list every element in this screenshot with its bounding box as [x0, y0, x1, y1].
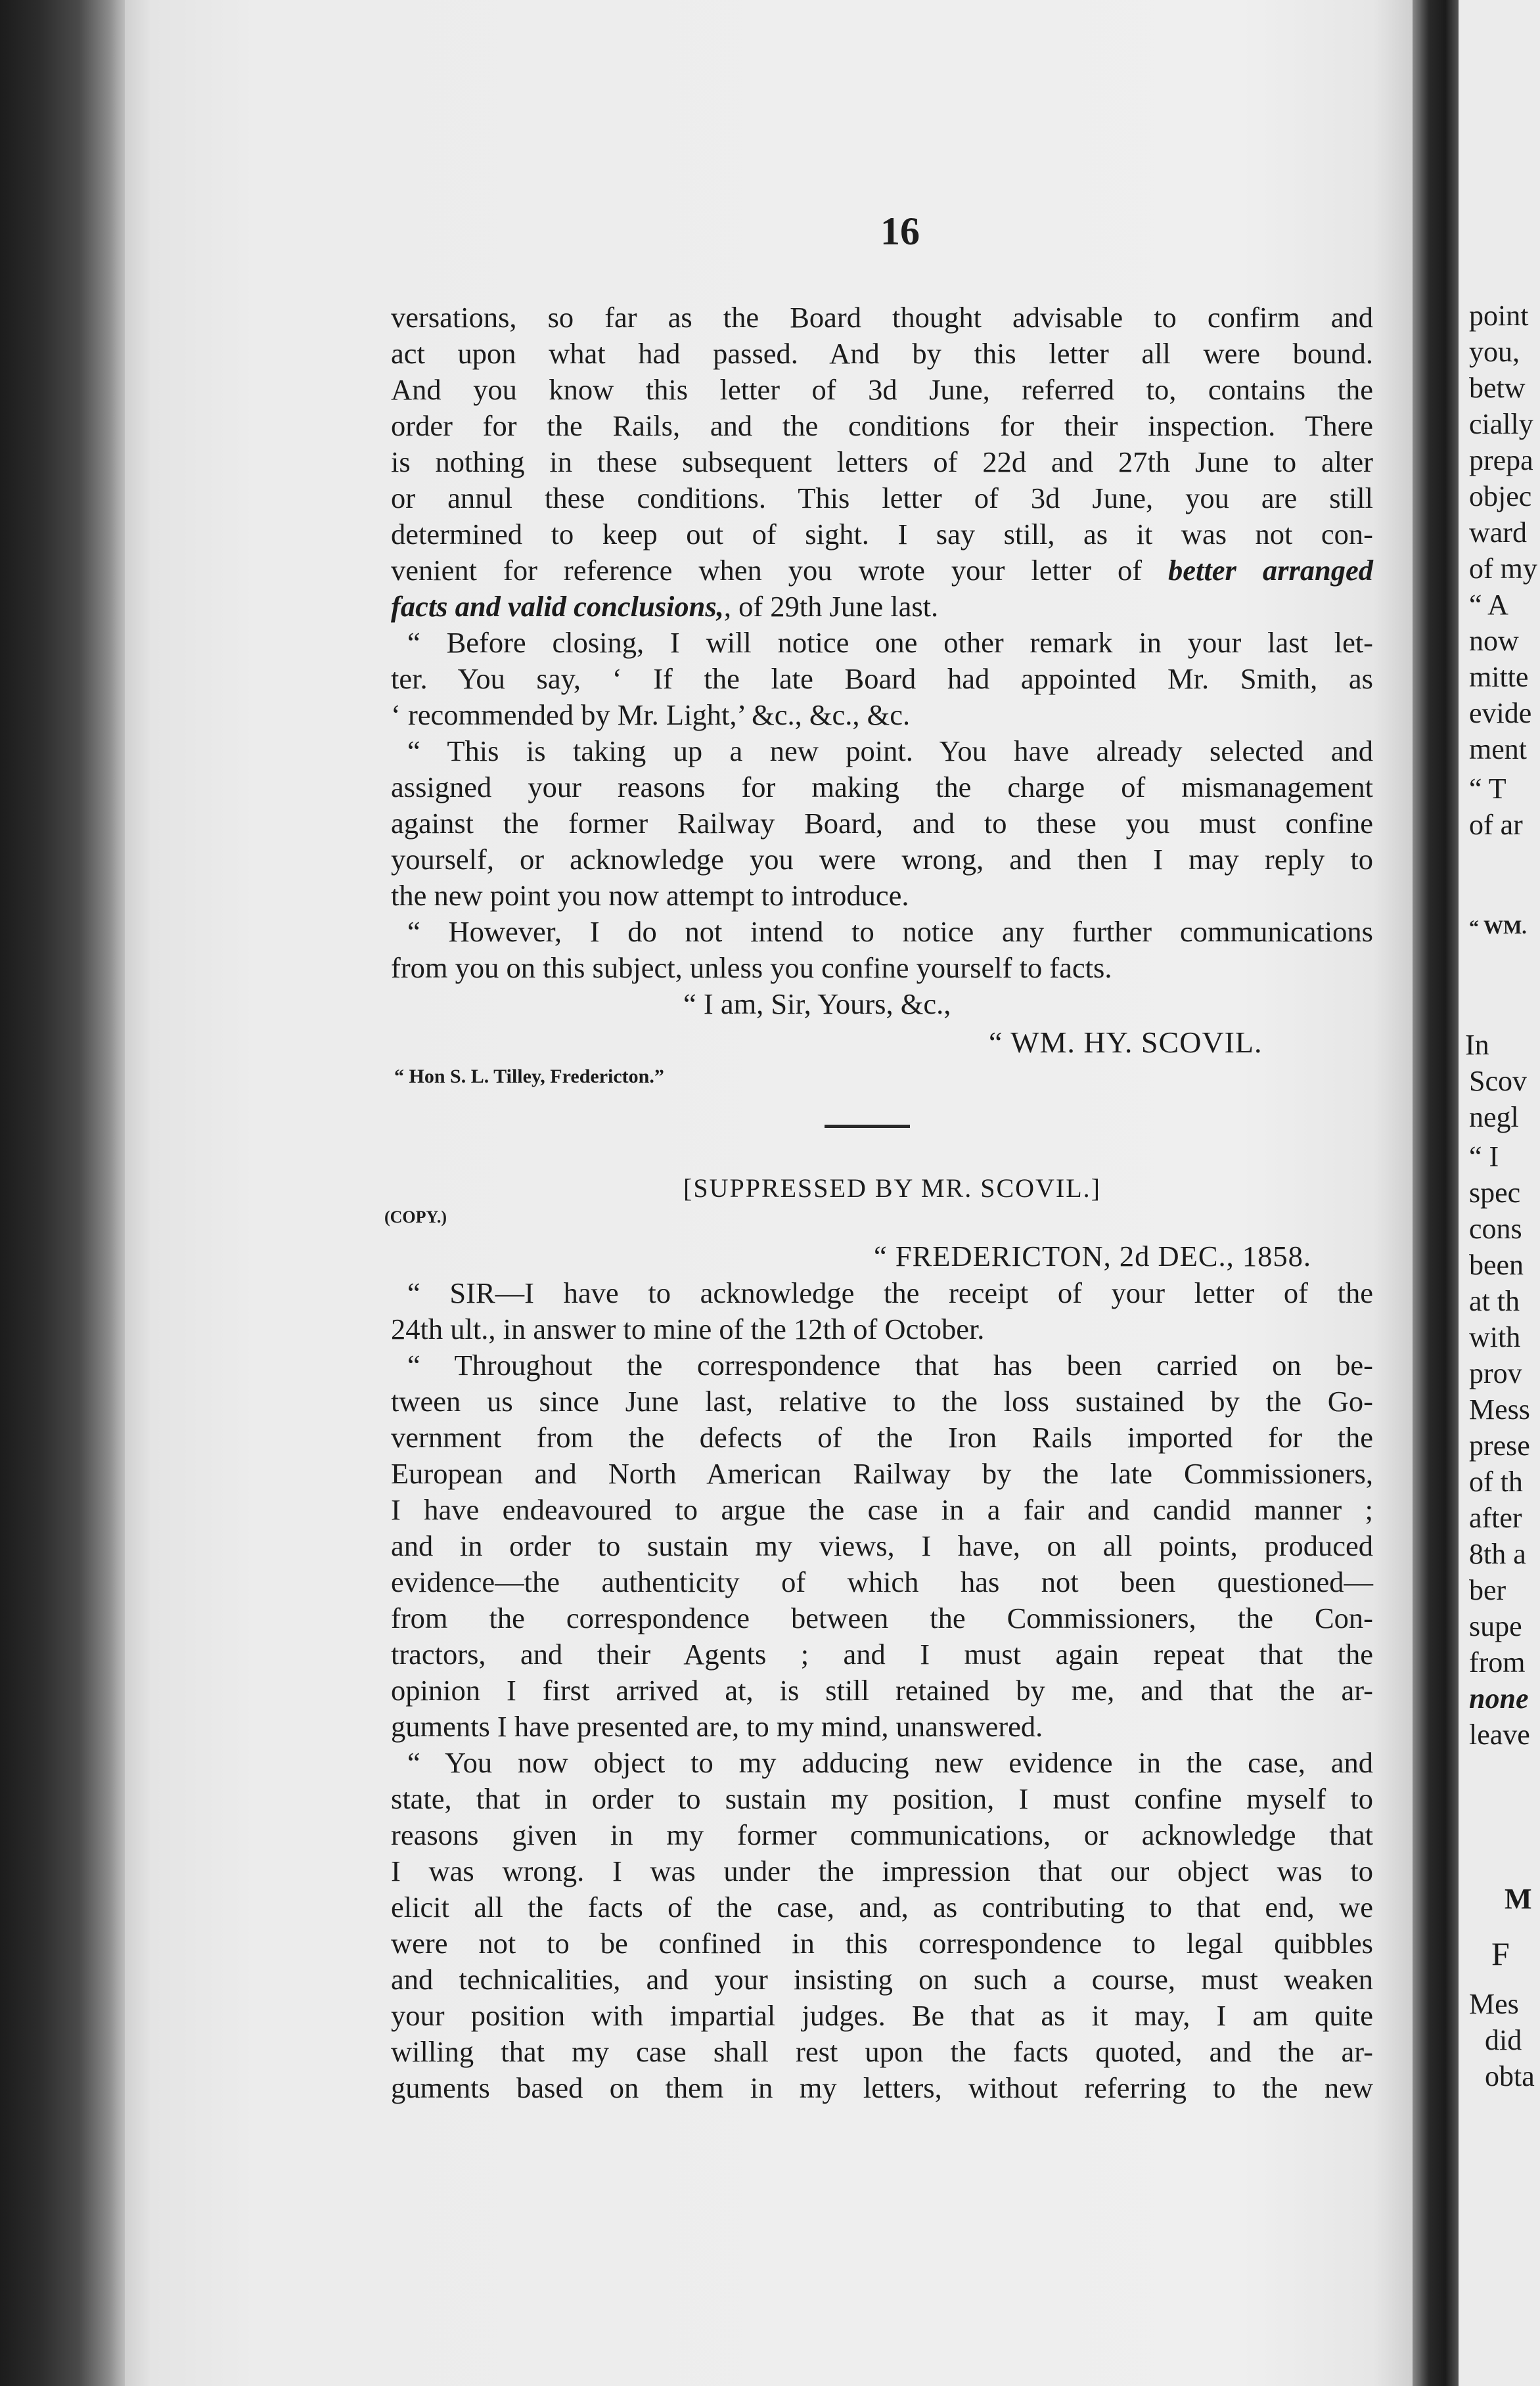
text-line: willing that my case shall rest upon the facts quoted, and the ar- [391, 2035, 1373, 2068]
text-fragment: , of 29th June last. [723, 590, 939, 623]
facing-text: “ T [1469, 773, 1506, 805]
facing-text: Scov [1469, 1065, 1527, 1097]
text-line: and in order to sustain my views, I have, on all points, produced [391, 1529, 1373, 1562]
text-line: European and North American Railway by the late Commissioners, [391, 1457, 1373, 1490]
facing-text: supe [1469, 1610, 1522, 1642]
facing-text: of ar [1469, 809, 1523, 841]
facing-text: ment [1469, 733, 1527, 765]
emphasis-text: better arranged [1168, 554, 1374, 587]
text-line: guments based on them in my letters, without referring to the new [391, 2071, 1373, 2104]
text-line: the new point you now attempt to introduce. [391, 879, 909, 912]
facing-page-fragment [1459, 0, 1540, 2386]
text-line: order for the Rails, and the conditions for their inspection. There [391, 409, 1373, 442]
facing-text: Mess [1469, 1393, 1530, 1426]
text-line: “ You now object to my adducing new evidence in the case, and [407, 1746, 1373, 1779]
text-line: elicit all the facts of the case, and, as contributing to that end, we [391, 1891, 1373, 1924]
text-line: And you know this letter of 3d June, referred to, contains the [391, 373, 1373, 406]
text-line: “ Throughout the correspondence that has been carried on be- [407, 1349, 1373, 1382]
text-line: from the correspondence between the Commissioners, the Con- [391, 1602, 1373, 1634]
facing-text: after [1469, 1502, 1522, 1534]
facing-text: obta [1485, 2060, 1535, 2092]
text-line: from you on this subject, unless you confine yourself to facts. [391, 951, 1112, 984]
facing-text: betw [1469, 372, 1526, 404]
facing-text: “ I [1469, 1140, 1499, 1173]
facing-text: In [1465, 1029, 1489, 1061]
facing-text: 8th a [1469, 1538, 1526, 1570]
letter-signature: “ WM. HY. SCOVIL. [989, 1025, 1263, 1059]
text-line: evidence—the authenticity of which has not been questioned— [391, 1565, 1373, 1598]
text-line: yourself, or acknowledge you were wrong, and then I may reply to [391, 843, 1373, 876]
facing-text: cons [1469, 1213, 1522, 1245]
facing-text: “ A [1469, 589, 1508, 621]
text-line: versations, so far as the Board thought advisable to confirm and [391, 301, 1373, 334]
facing-text: point [1469, 300, 1529, 332]
facing-text: objec [1469, 480, 1532, 512]
facing-text: with [1469, 1321, 1521, 1353]
text-line: I was wrong. I was under the impression that our object was to [391, 1855, 1373, 1887]
text-line: reasons given in my former communications, or acknowledge that [391, 1818, 1373, 1851]
text-line-with-emphasis [391, 552, 1373, 589]
facing-text: you, [1469, 336, 1520, 368]
text-line: and technicalities, and your insisting on such a course, must weaken [391, 1963, 1373, 1996]
facing-text: of th [1469, 1466, 1523, 1498]
text-line: determined to keep out of sight. I say still, as it was not con- [391, 518, 1373, 551]
text-line: “ This is taking up a new point. You have already selected and [407, 734, 1373, 767]
facing-text: now [1469, 625, 1519, 657]
text-line: ter. You say, ‘ If the late Board had appointed Mr. Smith, as [391, 662, 1373, 695]
facing-text: none [1469, 1682, 1529, 1715]
facing-text: negl [1469, 1101, 1519, 1133]
page-number: 16 [880, 210, 920, 253]
text-line: assigned your reasons for making the charge of mismanagement [391, 771, 1373, 803]
suppressed-heading: [SUPPRESSED BY MR. SCOVIL.] [683, 1173, 1101, 1203]
text-line: tween us since June last, relative to the loss sustained by the Go- [391, 1385, 1373, 1418]
text-line: or annul these conditions. This letter of 3d June, you are still [391, 482, 1373, 514]
facing-text: “ WM. [1469, 916, 1527, 938]
facing-text: mitte [1469, 661, 1529, 693]
facing-text: ward [1469, 516, 1527, 549]
facing-text: leave [1469, 1719, 1530, 1751]
letter-closing: “ I am, Sir, Yours, &c., [683, 987, 951, 1020]
text-line: act upon what had passed. And by this letter all were bound. [391, 337, 1373, 370]
letter-dateline: “ FREDERICTON, 2d DEC., 1858. [874, 1240, 1312, 1272]
text-line: is nothing in these subsequent letters of 22d and 27th June to alter [391, 445, 1373, 478]
text-line: I have endeavoured to argue the case in a fair and candid manner ; [391, 1493, 1373, 1526]
facing-text: at th [1469, 1285, 1520, 1317]
facing-text: been [1469, 1249, 1524, 1281]
copy-label: (COPY.) [384, 1207, 447, 1227]
text-line-with-emphasis [391, 588, 1373, 625]
facing-text: ber [1469, 1574, 1506, 1606]
letter-addressee: “ Hon S. L. Tilley, Fredericton.” [394, 1066, 664, 1087]
text-line: state, that in order to sustain my position, I must confine myself to [391, 1782, 1373, 1815]
text-line: “ Before closing, I will notice one other remark in your last let- [407, 626, 1373, 659]
text-line: ‘ recommended by Mr. Light,’ &c., &c., &c. [391, 698, 911, 731]
facing-text: cially [1469, 408, 1533, 440]
facing-text: from [1469, 1646, 1526, 1678]
text-line: opinion I first arrived at, is still retained by me, and that the ar- [391, 1674, 1373, 1707]
text-line: tractors, and their Agents ; and I must again repeat that the [391, 1638, 1373, 1671]
text-line: 24th ult., in answer to mine of the 12th of October. [391, 1313, 985, 1345]
facing-text: Mes [1469, 1988, 1519, 2020]
facing-text: prepa [1469, 444, 1533, 476]
facing-text: F [1491, 1935, 1510, 1972]
text-line: guments I have presented are, to my mind, unanswered. [391, 1710, 1043, 1743]
facing-text: evide [1469, 697, 1532, 729]
text-line: against the former Railway Board, and to these you must confine [391, 807, 1373, 840]
section-divider [825, 1125, 910, 1128]
facing-text: M [1505, 1883, 1532, 1915]
emphasis-text: facts and valid conclusions, [391, 590, 724, 623]
book-gutter [1413, 0, 1459, 2386]
text-line: vernment from the defects of the Iron Rails imported for the [391, 1421, 1373, 1454]
text-line: “ SIR—I have to acknowledge the receipt of your letter of the [407, 1276, 1373, 1309]
facing-text: prese [1469, 1429, 1530, 1462]
text-line: your position with impartial judges. Be that as it may, I am quite [391, 1999, 1373, 2032]
facing-text: did [1485, 2024, 1522, 2056]
facing-text: of my [1469, 552, 1537, 585]
facing-text: spec [1469, 1177, 1521, 1209]
book-binding-edge [0, 0, 135, 2386]
text-fragment: venient for reference when you wrote your letter of [391, 554, 1143, 587]
text-line: were not to be confined in this correspondence to legal quibbles [391, 1927, 1373, 1960]
facing-text: prov [1469, 1357, 1522, 1389]
text-line: “ However, I do not intend to notice any further communications [407, 915, 1373, 948]
